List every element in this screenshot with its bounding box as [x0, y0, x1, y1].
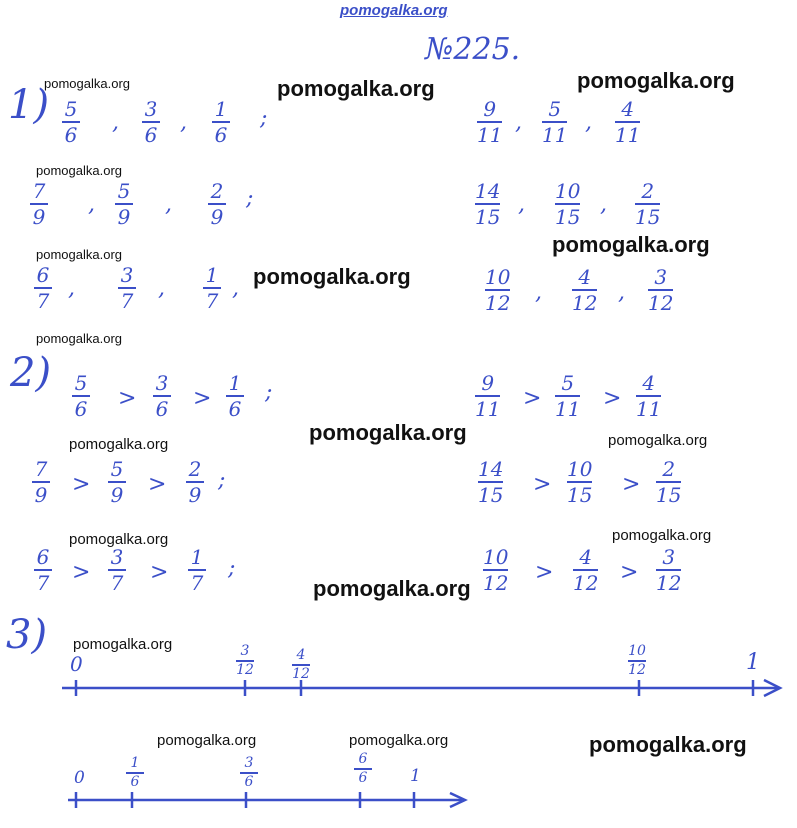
- fraction: 1 6: [226, 372, 244, 420]
- comma: ,: [535, 280, 542, 305]
- number-line-2-mark: 3 6: [240, 756, 258, 790]
- part-label-1: 1): [8, 82, 50, 128]
- comma: ,: [180, 110, 187, 135]
- comma: ,: [158, 276, 165, 301]
- fraction: 1 7: [188, 546, 206, 594]
- watermark: pomogalka.org: [36, 331, 122, 346]
- comma: ,: [618, 280, 625, 305]
- semicolon: ;: [218, 468, 226, 493]
- watermark: pomogalka.org: [36, 247, 122, 262]
- comma: ,: [68, 276, 75, 301]
- semicolon: ;: [265, 380, 273, 405]
- comparison-sign: >: [603, 386, 622, 411]
- fraction: 2 9: [208, 180, 226, 228]
- watermark: pomogalka.org: [608, 432, 708, 449]
- number-line-2: [68, 792, 465, 808]
- comparison-sign: >: [622, 472, 641, 497]
- fraction: 14 15: [478, 457, 504, 507]
- watermark: pomogalka.org: [36, 163, 122, 178]
- watermark: pomogalka.org: [69, 436, 169, 453]
- fraction: 3 7: [108, 546, 126, 594]
- number-line-1-mark: 10 12: [628, 643, 646, 678]
- fraction: 5 9: [108, 458, 126, 506]
- comparison-sign: >: [193, 386, 212, 411]
- fraction: 4 12: [572, 265, 598, 315]
- fraction: 3 12: [656, 545, 682, 595]
- fraction: 10 12: [485, 265, 511, 315]
- fraction: 1 7: [203, 264, 221, 312]
- watermark: pomogalka.org: [552, 232, 710, 257]
- number-line-2-zero: 0: [74, 768, 85, 788]
- number-line-2-mark: 6 6: [354, 752, 372, 786]
- watermark: pomogalka.org: [612, 527, 712, 544]
- fraction: 3 6: [142, 98, 160, 146]
- part-label-3: 3): [6, 612, 48, 658]
- comma: ,: [88, 192, 95, 217]
- comparison-sign: >: [148, 472, 167, 497]
- comparison-sign: >: [72, 560, 91, 585]
- fraction: 5 6: [62, 98, 80, 146]
- fraction: 9 11: [475, 371, 501, 421]
- fraction: 5 6: [72, 372, 90, 420]
- semicolon: ;: [260, 106, 268, 131]
- fraction: 4 11: [615, 97, 641, 147]
- problem-number: №225.: [425, 32, 521, 67]
- fraction: 3 12: [648, 265, 674, 315]
- fraction: 6 7: [34, 546, 52, 594]
- fraction: 10 15: [567, 457, 593, 507]
- fraction: 2 15: [656, 457, 682, 507]
- comparison-sign: >: [523, 386, 542, 411]
- fraction: 2 9: [186, 458, 204, 506]
- comparison-sign: >: [118, 386, 137, 411]
- semicolon: ,: [232, 276, 239, 301]
- comparison-sign: >: [535, 560, 554, 585]
- comma: ,: [515, 110, 522, 135]
- fraction: 10 15: [555, 179, 581, 229]
- watermark: pomogalka.org: [309, 420, 467, 445]
- comma: ,: [600, 192, 607, 217]
- fraction: 4 12: [573, 545, 599, 595]
- fraction: 7 9: [30, 180, 48, 228]
- watermark: pomogalka.org: [44, 76, 130, 91]
- fraction: 5 11: [555, 371, 581, 421]
- semicolon: ;: [246, 186, 254, 211]
- watermark: pomogalka.org: [277, 76, 435, 101]
- number-line-2-mark: 1 6: [126, 756, 144, 790]
- fraction: 9 11: [477, 97, 503, 147]
- comma: ,: [518, 192, 525, 217]
- number-line-2-one: 1: [410, 766, 421, 786]
- fraction: 10 12: [483, 545, 509, 595]
- watermark: pomogalka.org: [157, 732, 257, 749]
- watermark: pomogalka.org: [73, 636, 173, 653]
- watermark: pomogalka.org: [313, 576, 471, 601]
- fraction: 14 15: [475, 179, 501, 229]
- comma: ,: [165, 192, 172, 217]
- number-line-1: [62, 680, 780, 696]
- comparison-sign: >: [533, 472, 552, 497]
- number-line-1-zero: 0: [70, 652, 83, 676]
- fraction: 5 11: [542, 97, 568, 147]
- semicolon: ;: [228, 556, 236, 581]
- comparison-sign: >: [620, 560, 639, 585]
- number-line-1-mark: 3 12: [236, 643, 254, 678]
- watermark: pomogalka.org: [349, 732, 449, 749]
- watermark: pomogalka.org: [253, 264, 411, 289]
- fraction: 3 7: [118, 264, 136, 312]
- fraction: 4 11: [636, 371, 662, 421]
- watermark-top: pomogalka.org: [340, 2, 448, 19]
- watermark: pomogalka.org: [589, 732, 747, 757]
- comparison-sign: >: [150, 560, 169, 585]
- fraction: 2 15: [635, 179, 661, 229]
- part-label-2: 2): [10, 350, 52, 396]
- comma: ,: [585, 110, 592, 135]
- fraction: 5 9: [115, 180, 133, 228]
- number-line-1-one: 1: [746, 650, 760, 675]
- comma: ,: [112, 110, 119, 135]
- watermark: pomogalka.org: [69, 531, 169, 548]
- fraction: 7 9: [32, 458, 50, 506]
- fraction: 6 7: [34, 264, 52, 312]
- fraction: 1 6: [212, 98, 230, 146]
- comparison-sign: >: [72, 472, 91, 497]
- watermark: pomogalka.org: [577, 68, 735, 93]
- fraction: 3 6: [153, 372, 171, 420]
- number-line-1-mark: 4 12: [292, 647, 310, 682]
